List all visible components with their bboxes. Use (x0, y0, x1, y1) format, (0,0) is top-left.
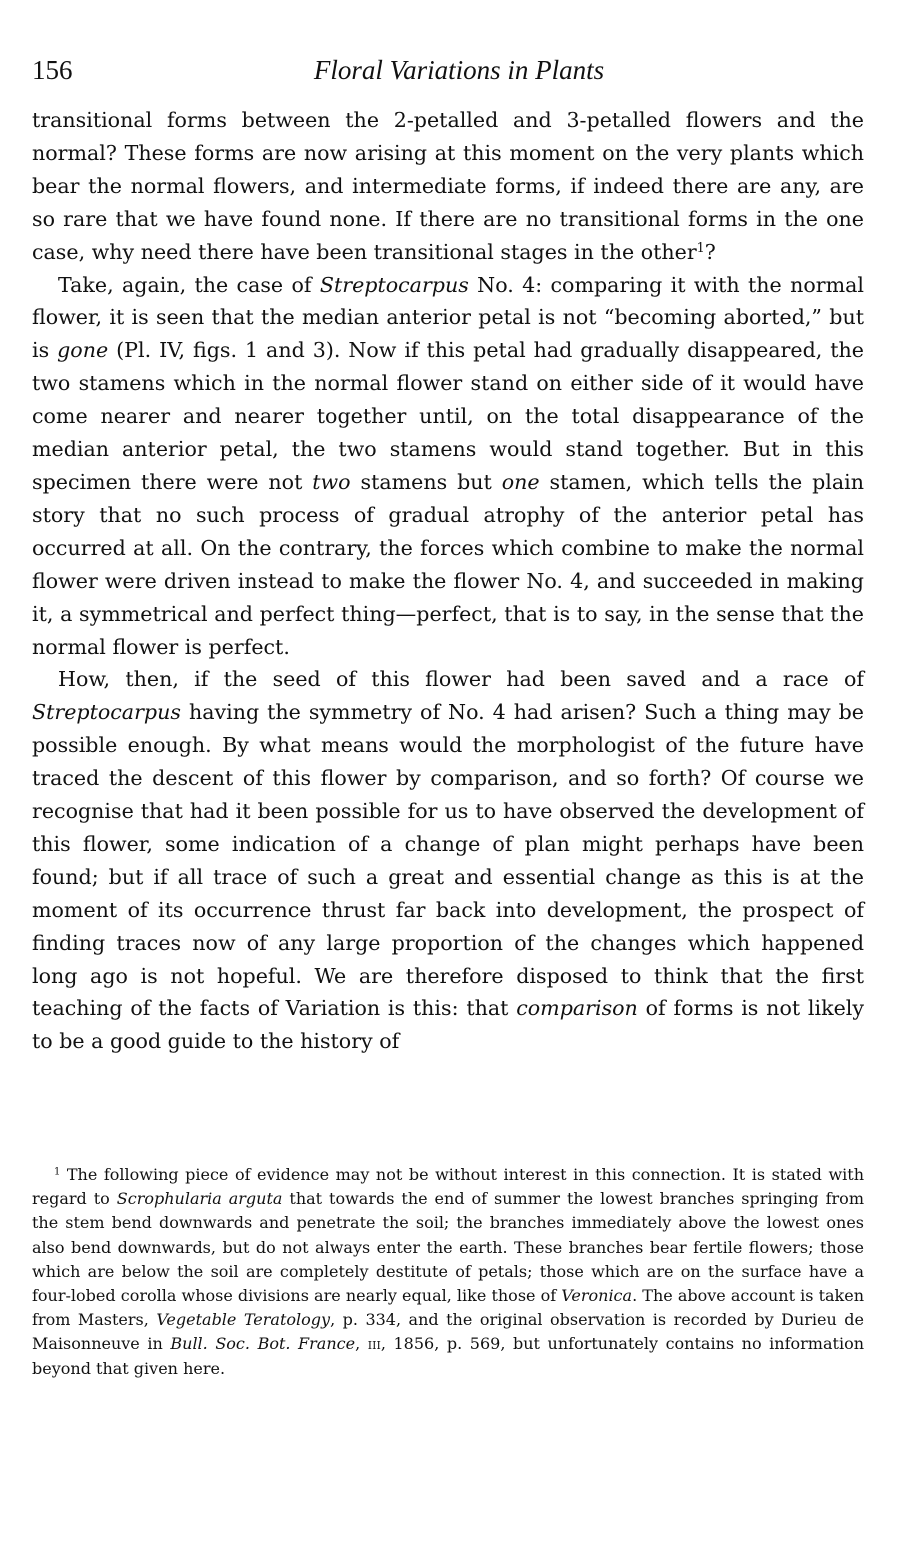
text-run: How, then, if the seed of this flower had been saved and a race of (58, 667, 864, 692)
italic-text: Bull. Soc. Bot. France (170, 1334, 356, 1354)
page-header (32, 50, 866, 90)
text-run: . The above account is taken from Masters, (32, 1286, 865, 1330)
text-run: Take, again, the case of (58, 272, 320, 297)
paragraph (32, 269, 864, 664)
text-run: , (355, 1334, 368, 1354)
text-run: , p. 334, and the original observation is recorded by Durieu de Maisonneuve in (32, 1310, 865, 1354)
body-text (32, 104, 864, 1058)
running-title: Floral Variations in Plants (313, 55, 605, 85)
text-run: iii (367, 1334, 381, 1354)
footnote (32, 1163, 864, 1381)
text-run: stamens but (350, 469, 502, 494)
italic-text: Streptocarpus (319, 272, 469, 297)
text-run: stamen, which tells the plain story that no such process of gradual atrophy of the anterior petal has occurred at all. On the contrary, the forces which combine to make the normal flower were driven instead to make the flower No. 4, and succeeded in making it, a symmetrical and perfect thing—perfect, that is to say, in the sense that the normal flower is perfect. (32, 469, 864, 659)
text-run: transitional forms between the 2-petalled and 3-petalled flowers and the normal? These forms are now arising at this moment on the very plants which bear the normal flowers, and intermediate forms, if indeed there are any, are so rare that we have found none. If there are no transitional forms in the one case, why need there have been transitional stages in the other (32, 108, 864, 264)
paragraph (32, 663, 864, 1058)
page-number: 156 (32, 55, 73, 85)
italic-text: comparison (516, 996, 638, 1021)
italic-text: two (312, 469, 351, 494)
footnotes (32, 1163, 864, 1381)
text-run: of forms is not likely to be a good guide to the history of (32, 996, 864, 1054)
text-run: No. 4: comparing it with the normal flower, it is seen that the median anterior petal is not “becoming aborted,” but is (32, 272, 864, 363)
paragraph (32, 104, 864, 269)
footnote-marker: 1 (696, 240, 705, 256)
text-run: The following piece of evidence may not be without interest in this connection. It is stated with regard to (32, 1165, 864, 1209)
text-run: , 1856, p. 569, but unfortunately contains no information beyond that given here. (32, 1334, 865, 1378)
italic-text: Scrophularia arguta (116, 1189, 283, 1209)
italic-text: Vegetable Teratology (156, 1310, 331, 1330)
text-run: having the symmetry of No. 4 had arisen? Such a thing may be possible enough. By what means would the morphologist of the future have traced the descent of this flower by comparison, and so forth? Of course we recognise that had it been possible for us to have observed the development of this flower, some indication of a change of plan might perhaps have been found; but if all trace of such a great and essential change as this is at the moment of its occurrence thrust far back into development, the prospect of finding traces now of any large proportion of the changes which happened long ago is not hopeful. We are therefore disposed to think that the first teaching of the facts of Variation is this: that (32, 700, 864, 1021)
text-run: that towards the end of summer the lowest branches springing from the stem bend downwards and penetrate the soil; the branches immediately above the lowest ones also bend downwards, but do not always enter the earth. These branches bear fertile flowers; those which are below the soil are completely destitute of petals; those which are on the surface have a four-lobed corolla whose divisions are nearly equal, like those of (32, 1189, 864, 1306)
text-run: (Pl. IV, figs. 1 and 3). Now if this petal had gradually disappeared, the two stamens which in the normal flower stand on either side of it would have come nearer and nearer together until, on the total disappearance of the median anterior petal, the two stamens would stand together. But in this specimen there were not (32, 338, 864, 494)
footnote-marker: 1 (54, 1166, 61, 1178)
italic-text: gone (57, 338, 109, 363)
italic-text: one (501, 469, 540, 494)
italic-text: Veronica (561, 1286, 633, 1306)
italic-text: Streptocarpus (32, 700, 181, 725)
text-run: ? (704, 239, 716, 264)
